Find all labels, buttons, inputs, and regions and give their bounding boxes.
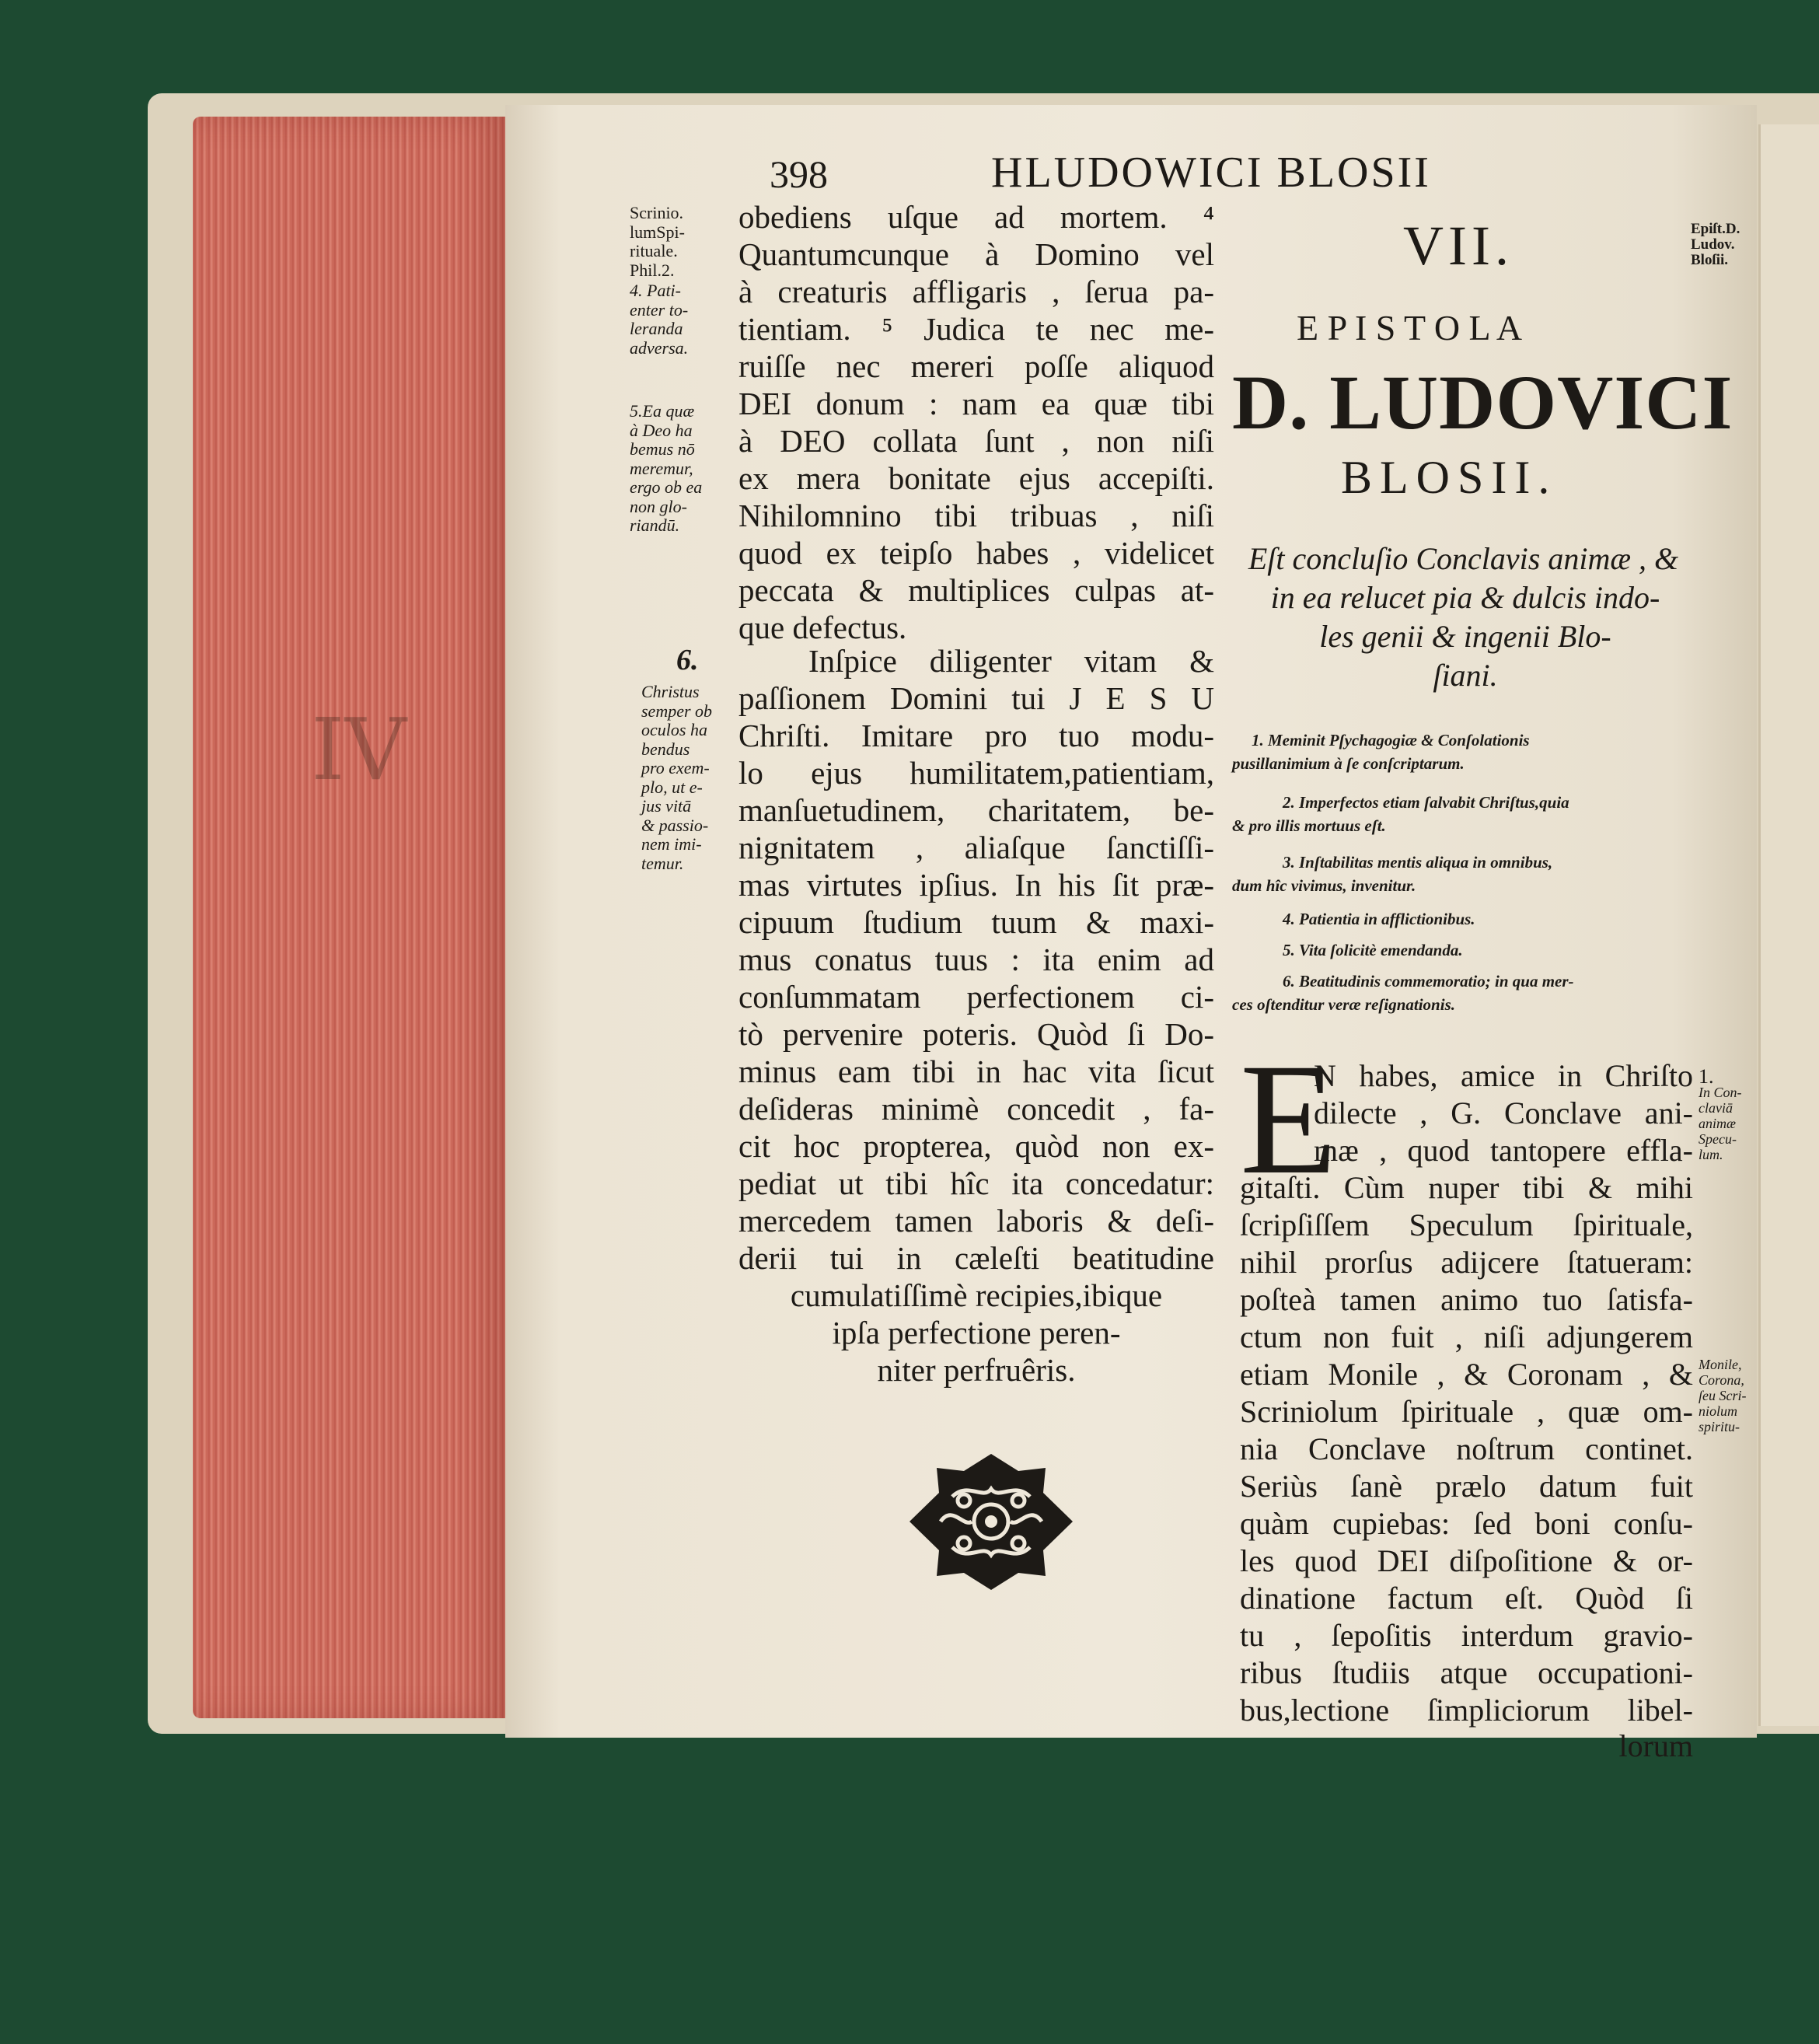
text-line: à DEO collata ſunt , non niſi [738, 423, 1214, 459]
epistle-surname: BLOSII. [1341, 452, 1558, 503]
text-line: ſcripſiſſem Speculum ſpirituale, [1240, 1207, 1693, 1242]
contents-item: ces oſtenditur veræ reſignationis. [1232, 995, 1455, 1014]
text-line: mus conatus tuus : ita enim ad [738, 942, 1214, 977]
margin-note: Monile, Corona, ſeu Scri- niolum spiritu- [1699, 1357, 1747, 1434]
contents-item: 1. Meminit Pſychagogiæ & Conſolationis [1252, 731, 1530, 749]
binding-mark: ⅠV [311, 700, 407, 799]
text-line: tu , ſepoſitis interdum gravio- [1240, 1618, 1693, 1653]
printer-fleuron-ornament [910, 1454, 1073, 1590]
text-line: que defectus. [738, 610, 907, 645]
margin-note: 4. Pati- enter to- leranda adversa. [630, 281, 689, 358]
text-line: deſideras minimè concedit , fa- [738, 1091, 1214, 1127]
contents-item: & pro illis mortuus eſt. [1232, 816, 1386, 835]
catchword: lorum [1618, 1728, 1693, 1763]
text-line: quod ex teipſo habes , videlicet [738, 535, 1214, 571]
text-line: Scriniolum ſpirituale , quæ om- [1240, 1394, 1693, 1429]
text-line: mercedem tamen laboris & deſi- [738, 1203, 1214, 1239]
text-line: dilecte , G. Conclave ani- [1314, 1095, 1693, 1130]
text-line: Inſpice diligenter vitam & [808, 643, 1214, 679]
epistle-summary: Eſt concluſio Conclavis animæ , & [1248, 541, 1679, 576]
text-line: obediens uſque ad mortem. ⁴ [738, 199, 1214, 235]
text-line: nia Conclave noſtrum continet. [1240, 1431, 1693, 1466]
text-line: nignitatem , aliaſque ſanctiſſi- [738, 830, 1214, 865]
text-line: conſummatam perfectionem ci- [738, 979, 1214, 1015]
text-line: ctum non fuit , niſi adjungerem [1240, 1319, 1693, 1354]
text-line: tientiam. ⁵ Judica te nec me- [738, 311, 1214, 347]
margin-note: Epiſt.D. Ludov. Bloſii. [1691, 221, 1740, 268]
text-line: quàm cupiebas: ſed boni conſu- [1240, 1506, 1693, 1541]
margin-note: 5.Ea quæ à Deo ha bemus nō meremur, ergo ob ea non glo- riandū. [630, 401, 703, 535]
contents-item: 5. Vita ſolicitè emendanda. [1283, 941, 1463, 959]
text-line: bus,lectione ſimpliciorum libel- [1240, 1693, 1693, 1728]
margin-note: Christus semper ob oculos ha bendus pro exem- plo, ut e- jus vitā & passio- nem imi- temur. [641, 682, 713, 873]
epistle-numeral: VII. [1403, 215, 1514, 277]
text-line: Nihilomnino tibi tribuas , niſi [738, 498, 1214, 533]
text-line: mæ , quod tantopere effla- [1314, 1133, 1693, 1168]
text-line: nihil prorſus adijcere ſtatueram: [1240, 1245, 1693, 1280]
text-line: cipuum ſtudium tuum & maxi- [738, 904, 1214, 940]
text-line: dinatione factum eſt. Quòd ſi [1240, 1581, 1693, 1616]
text-line: cit hoc propterea, quòd non ex- [738, 1128, 1214, 1164]
page-number: 398 [770, 152, 828, 196]
contents-item: 6. Beatitudinis commemoratio; in qua mer- [1283, 972, 1574, 991]
drop-cap: E [1240, 1031, 1338, 1207]
text-line: à creaturis affligaris , ſerua pa- [738, 274, 1214, 309]
text-line: Seriùs ſanè prælo datum fuit [1240, 1469, 1693, 1504]
text-line: les quod DEI diſpoſitione & or- [1240, 1543, 1693, 1578]
text-line: gitaſti. Cùm nuper tibi & mihi [1240, 1170, 1693, 1205]
running-title: HLUDOWICI BLOSII [991, 148, 1431, 197]
text-line: derii tui in cæleſti beatitudine [738, 1240, 1214, 1276]
text-line: pediat ut tibi hîc ita concedatur: [738, 1165, 1214, 1201]
text-line: etiam Monile , & Coronam , & [1240, 1357, 1693, 1392]
epistle-summary: in ea relucet pia & dulcis indo- [1270, 580, 1660, 615]
epistle-summary: ſiani. [1433, 658, 1498, 693]
text-line: minus eam tibi in hac vita ſicut [738, 1053, 1214, 1089]
contents-item: 3. Inſtabilitas mentis aliqua in omnibus, [1283, 853, 1553, 872]
page-edges [193, 117, 511, 1718]
text-line: mas virtutes ipſius. In his ſit præ- [738, 867, 1214, 903]
text-line: Chriſti. Imitare pro tuo modu- [738, 718, 1214, 753]
text-line: ribus ſtudiis atque occupationi- [1240, 1655, 1693, 1690]
contents-item: 4. Patientia in afflictionibus. [1283, 910, 1475, 928]
text-line: ex mera bonitate ejus accepiſti. [738, 460, 1214, 496]
text-line: DEI donum : nam ea quæ tibi [738, 386, 1214, 421]
text-line: manſuetudinem, charitatem, be- [738, 792, 1214, 828]
next-page-sliver [1758, 124, 1819, 1726]
margin-note: Scrinio. lumSpi- rituale. Phil.2. [630, 203, 685, 280]
text-line: Quantumcunque à Domino vel [738, 236, 1214, 272]
epistle-label: E P I S T O L A [1297, 308, 1523, 348]
text-line: ipſa perfectione peren- [832, 1315, 1121, 1350]
text-line: poſteà tamen animo tuo ſatisfa- [1240, 1282, 1693, 1317]
section-number: 6. [676, 644, 699, 676]
text-line: cumulatiſſimè recipies,ibique [790, 1277, 1163, 1313]
text-line: tò pervenire poteris. Quòd ſi Do- [738, 1016, 1214, 1052]
text-line: peccata & multiplices culpas at- [738, 572, 1214, 608]
text-line: ruiſſe nec mereri poſſe aliquod [738, 348, 1214, 384]
text-line: N habes, amice in Chriſto [1314, 1058, 1693, 1093]
text-line: paſſionem Domini tui J E S U [738, 680, 1214, 716]
epistle-summary: les genii & ingenii Blo- [1319, 619, 1611, 654]
contents-item: dum hîc vivimus, invenitur. [1232, 876, 1416, 895]
contents-item: 2. Imperfectos etiam ſalvabit Chriſtus,quia [1283, 793, 1569, 812]
margin-note: 1. In Con- claviā animæ Specu- lum. [1699, 1065, 1742, 1162]
epistle-name: D. LUDOVICI [1232, 359, 1733, 445]
text-line: niter perfruêris. [877, 1352, 1076, 1388]
text-line: lo ejus humilitatem,patientiam, [738, 755, 1214, 791]
contents-item: pusillanimium à ſe conſcriptarum. [1232, 754, 1465, 773]
